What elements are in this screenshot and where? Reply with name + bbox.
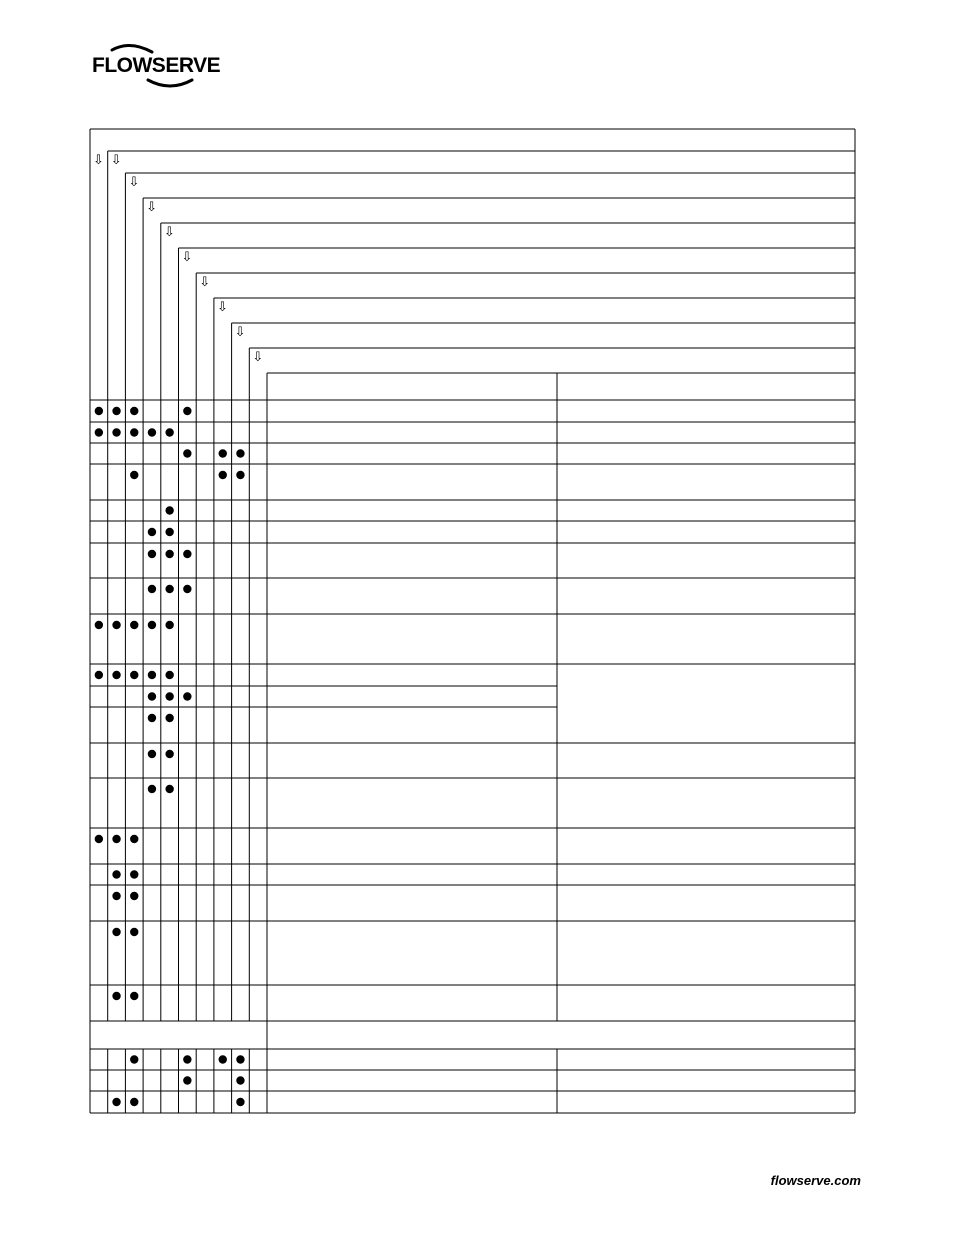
cause-dot [112,671,120,679]
cause-dot [112,928,120,936]
down-arrow-icon: ⇩ [216,300,228,315]
cause-dot [112,992,120,1000]
cause-dot [130,892,138,900]
down-arrow-icon: ⇩ [163,225,175,240]
down-arrow-icon: ⇩ [93,153,104,168]
cause-dot [95,835,103,843]
cause-dot [130,1055,138,1063]
cause-dot [112,835,120,843]
cause-dot [95,407,103,415]
cause-dot [148,528,156,536]
cause-dot [165,750,173,758]
cause-dot [148,714,156,722]
cause-dot [95,428,103,436]
cause-dot [130,1098,138,1106]
cause-dot [148,550,156,558]
cause-dot [112,407,120,415]
cause-dot [165,550,173,558]
cause-dot [219,1055,227,1063]
cause-dot [130,621,138,629]
down-arrow-icon: ⇩ [128,175,140,190]
cause-dot [165,528,173,536]
cause-dot [165,428,173,436]
cause-dot [165,692,173,700]
cause-dot [130,671,138,679]
down-arrow-icon: ⇩ [252,350,264,365]
cause-dot [183,407,191,415]
cause-dot [148,621,156,629]
cause-dot [148,750,156,758]
brand-name: FLOWSERVE [92,54,221,77]
cause-dot [112,621,120,629]
cause-dot [183,550,191,558]
cause-dot [236,471,244,479]
cause-dot [236,1098,244,1106]
cause-dot [183,692,191,700]
cause-dot [95,621,103,629]
cause-dot [165,671,173,679]
down-arrow-icon: ⇩ [181,250,193,265]
cause-dot [219,471,227,479]
down-arrow-icon: ⇩ [146,200,158,215]
cause-dot [148,671,156,679]
cause-dot [130,471,138,479]
cause-dot [112,1098,120,1106]
cause-dot [112,428,120,436]
cause-dot [148,785,156,793]
cause-dot [183,585,191,593]
cause-dot [236,449,244,457]
down-arrow-icon: ⇩ [110,153,122,168]
cause-dot [95,671,103,679]
cause-dot [165,585,173,593]
cause-dot [148,585,156,593]
cause-dot [130,428,138,436]
down-arrow-icon: ⇩ [199,275,211,290]
cause-dot [130,835,138,843]
down-arrow-icon: ⇩ [234,325,246,340]
cause-dot [112,870,120,878]
cause-dot [148,428,156,436]
cause-dot [165,785,173,793]
cause-dot [183,1055,191,1063]
cause-dot [130,928,138,936]
cause-dot [165,621,173,629]
cause-dot [130,870,138,878]
cause-dot [130,992,138,1000]
cause-dot [112,892,120,900]
cause-dot [165,506,173,514]
cause-dot [148,692,156,700]
cause-dot [183,1076,191,1084]
cause-dot [236,1076,244,1084]
cause-dot [219,449,227,457]
cause-dot [236,1055,244,1063]
cause-dot [183,449,191,457]
cause-dot [130,407,138,415]
footer-url[interactable]: flowserve.com [770,1173,861,1188]
cause-dot [165,714,173,722]
